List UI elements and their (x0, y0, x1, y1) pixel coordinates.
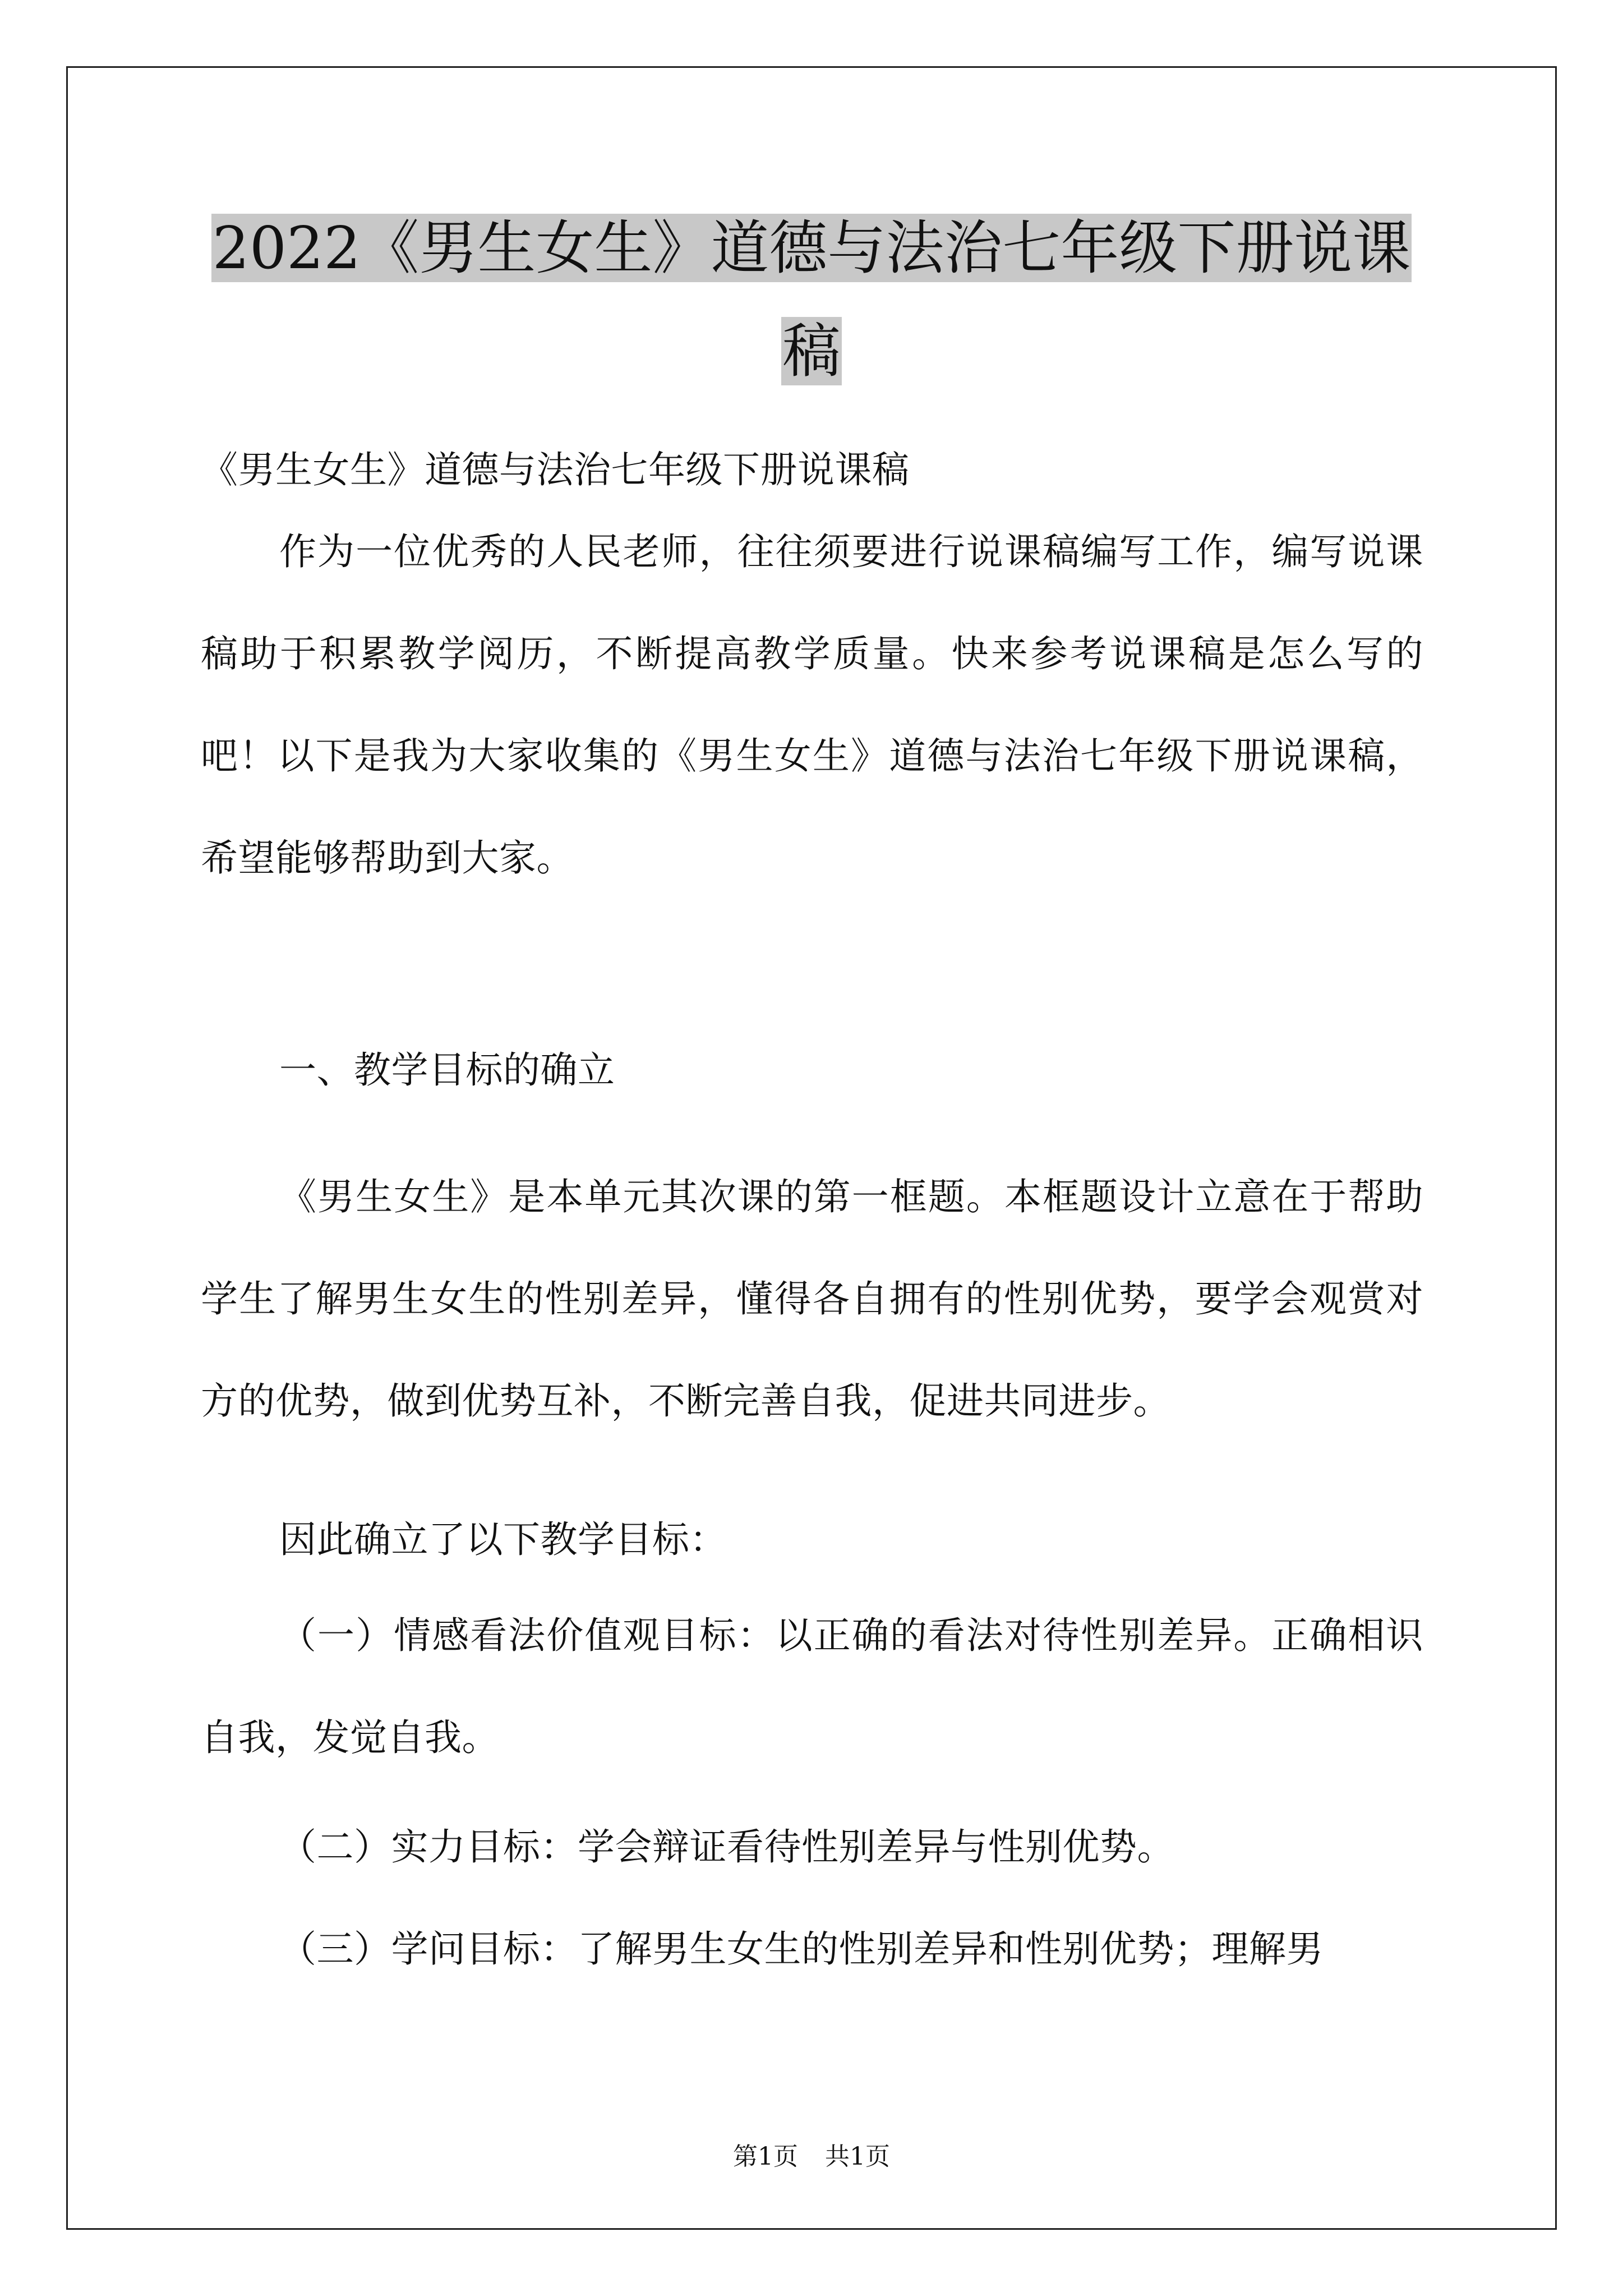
title-line-2: 稿 (782, 317, 841, 385)
page-footer (66, 2140, 1557, 2174)
document-title (66, 196, 1557, 403)
section-paragraph-2: 因此确立了以下教学目标： (279, 1518, 727, 1561)
footer-page-number: 第1页 (733, 2142, 798, 2171)
goal-item-1: （一）情感看法价值观目标：以正确的看法对待性别差异。正确相识自我，发觉自我。 (201, 1614, 1423, 1759)
title-line-1: 2022《男生女生》道德与法治七年级下册说课 (212, 214, 1411, 282)
goal-item-3: （三）学问目标：了解男生女生的性别差异和性别优势；理解男 (279, 1927, 1324, 1971)
intro-paragraph: 作为一位优秀的人民老师，往往须要进行说课稿编写工作，编写说课稿助于积累教学阅历，不断提高教学质量。快来参考说课稿是怎么写的吧！以下是我为大家收集的《男生女生》道德与法治七年级下册说课稿，希望能够帮助到大家。 (201, 530, 1423, 880)
section-paragraph-1: 《男生女生》是本单元其次课的第一框题。本框题设计立意在于帮助学生了解男生女生的性别差异，懂得各自拥有的性别优势，要学会观赏对方的优势，做到优势互补，不断完善自我，促进共同进步。 (201, 1175, 1423, 1423)
goal-item-2: （二）实力目标：学会辩证看待性别差异与性别优势。 (279, 1825, 1174, 1869)
footer-page-total: 共1页 (825, 2142, 890, 2171)
section-heading: 一、教学目标的确立 (279, 1048, 615, 1092)
subtitle: 《男生女生》道德与法治七年级下册说课稿 (201, 448, 910, 491)
